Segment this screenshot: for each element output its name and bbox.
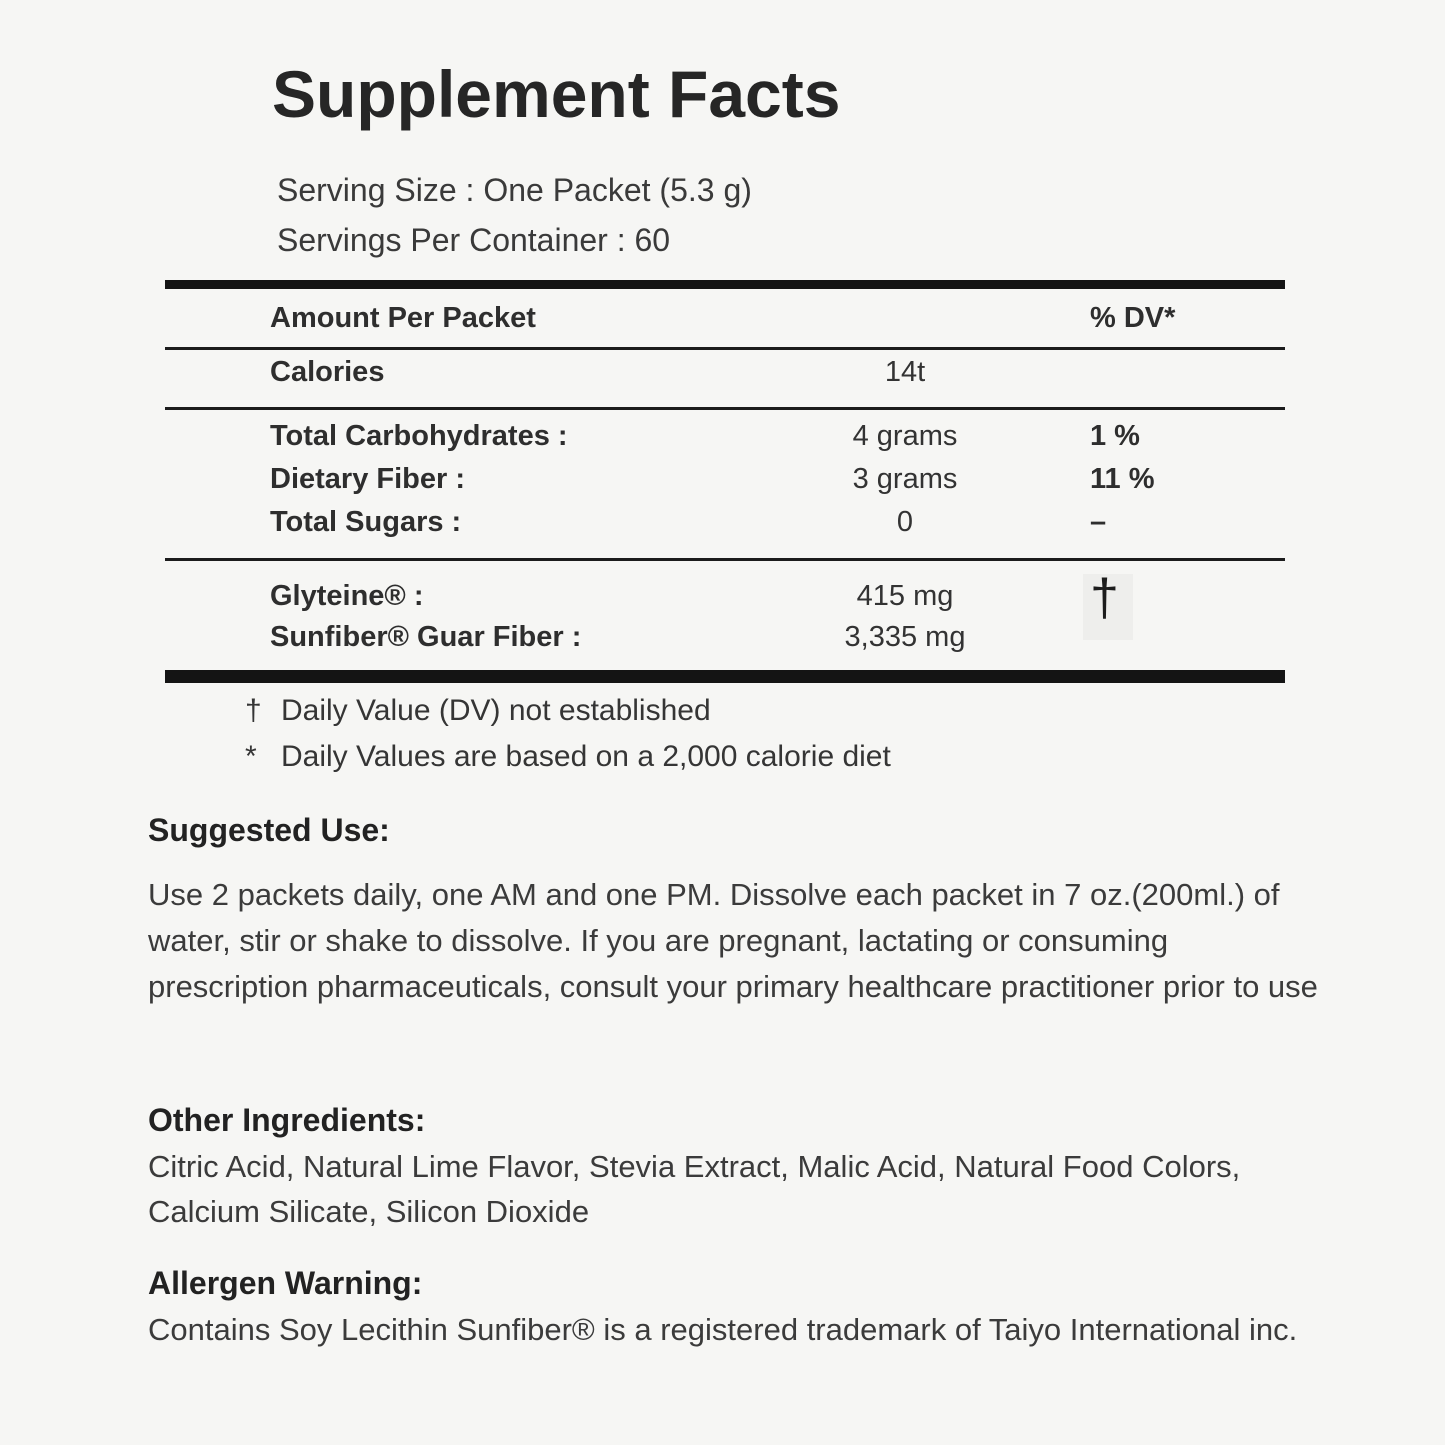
allergen-warning-heading: Allergen Warning: (148, 1265, 423, 1301)
asterisk-footnote-symbol: * (245, 740, 257, 773)
nutrient-name: Dietary Fiber : (270, 463, 465, 495)
allergen-warning-text: Contains Soy Lecithin Sunfiber® is a registered trademark of Taiyo International inc. (148, 1312, 1298, 1347)
calories-label: Calories (270, 356, 385, 388)
nutrient-dv: 11 % (1090, 463, 1155, 495)
servings-per-container-line: Servings Per Container : 60 (277, 222, 671, 258)
rule-below-nutrients (165, 558, 1285, 561)
nutrient-row (165, 463, 1285, 503)
rule-below-header (165, 347, 1285, 350)
rule-thick-bottom (165, 670, 1285, 683)
label-title: Supplement Facts (272, 57, 841, 131)
nutrient-dv: 1 % (1090, 420, 1140, 452)
calories-value: 14t (884, 356, 926, 388)
supplement-name: Sunfiber® Guar Fiber : (270, 621, 582, 653)
supplement-amount: 3,335 mg (844, 621, 966, 653)
other-ingredients-heading: Other Ingredients: (148, 1102, 426, 1138)
supplement-name: Glyteine® : (270, 580, 424, 612)
dagger-footnote-symbol: † (245, 694, 262, 727)
footnote-text: Daily Values are based on a 2,000 calorie diet (281, 740, 891, 773)
nutrient-name: Total Sugars : (270, 506, 462, 538)
nutrient-row (165, 420, 1285, 460)
footnote-dv-not-established (245, 694, 711, 728)
nutrient-dv: – (1090, 506, 1107, 538)
rule-below-calories (165, 407, 1285, 410)
rule-thick-top (165, 280, 1285, 289)
nutrient-amount: 4 grams (852, 420, 958, 452)
dagger-symbol: † (1090, 569, 1119, 627)
serving-size-line: Serving Size : One Packet (5.3 g) (277, 172, 752, 208)
nutrient-row (165, 506, 1285, 546)
supplement-amount: 415 mg (856, 580, 954, 612)
column-header-percent-dv: % DV* (1090, 302, 1176, 334)
nutrient-amount: 3 grams (852, 463, 958, 495)
calories-row (165, 356, 1285, 396)
table-header-row (165, 302, 1285, 342)
nutrient-name: Total Carbohydrates : (270, 420, 568, 452)
suggested-use-text: Use 2 packets daily, one AM and one PM. Dissolve each packet in 7 oz.(200ml.) of water, stir or shake to dissolve. If you are pregnant, lactating or consuming prescription pharmaceuticals, consult your primary healthcare practitioner prior to use (148, 877, 1318, 1004)
footnote-text: Daily Value (DV) not established (281, 694, 711, 727)
nutrient-amount: 0 (896, 506, 914, 538)
suggested-use-heading: Suggested Use: (148, 812, 390, 848)
footnote-daily-values (245, 740, 891, 774)
other-ingredients-text: Citric Acid, Natural Lime Flavor, Stevia Extract, Malic Acid, Natural Food Colors, Calcium Silicate, Silicon Dioxide (148, 1149, 1241, 1229)
column-header-amount-per-packet: Amount Per Packet (270, 302, 536, 334)
facts-table (165, 280, 1285, 684)
